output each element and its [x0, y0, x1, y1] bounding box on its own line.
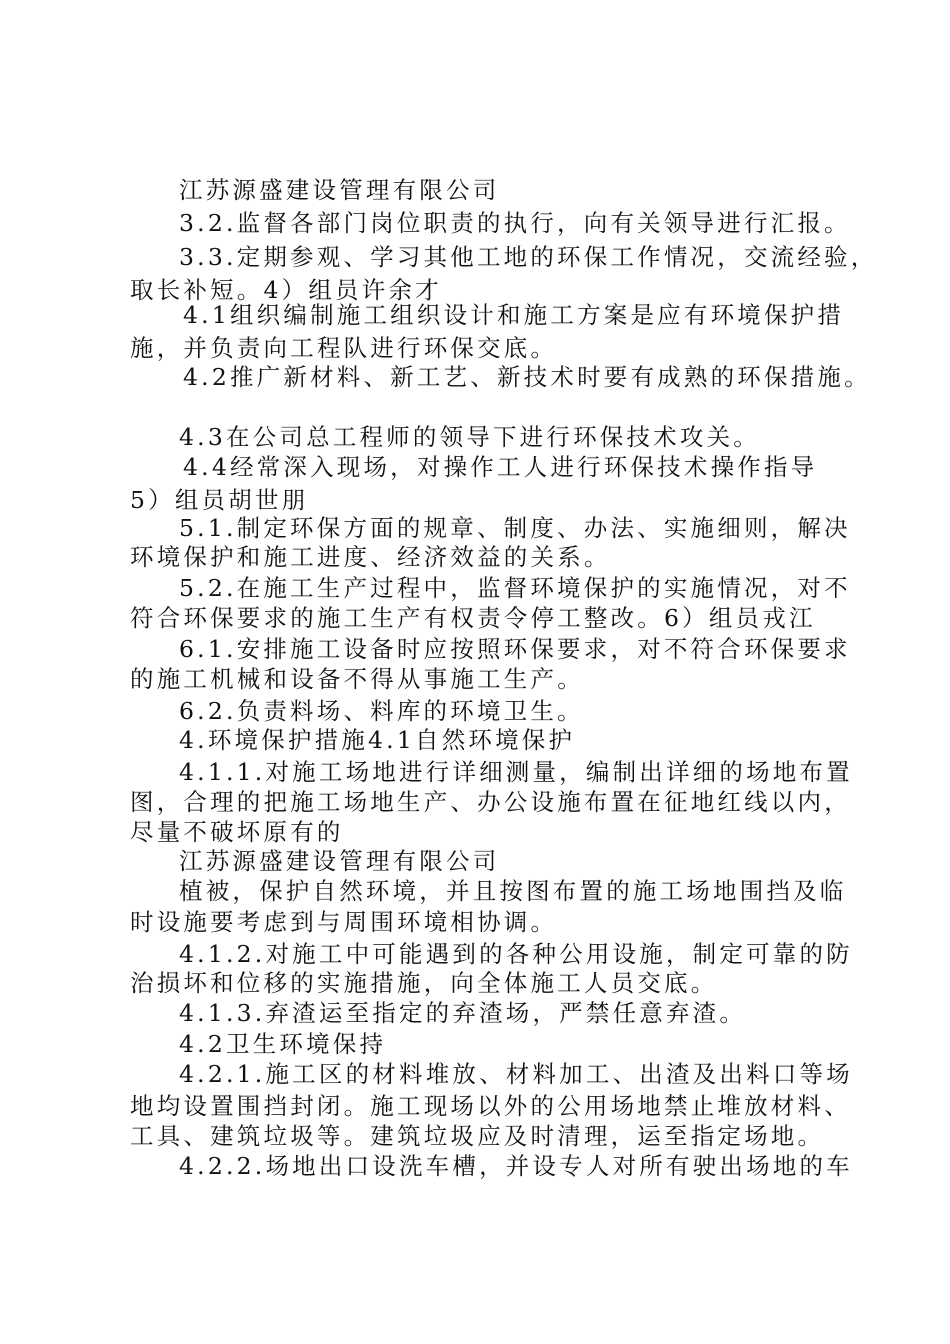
text-line: 5.1.制定环保方面的规章、制度、办法、实施细则，解决: [179, 514, 851, 542]
text-line: 治损坏和位移的实施措施，向全体施工人员交底。: [130, 969, 718, 997]
text-line: 4.1.1.对施工场地进行详细测量，编制出详细的场地布置: [179, 758, 853, 786]
text-line: 植被，保护自然环境，并且按图布置的施工场地围挡及临: [179, 877, 847, 905]
text-line: 符合环保要求的施工生产有权责令停工整改。6）组员戎江: [130, 604, 816, 632]
text-line: 4.2.2.场地出口设洗车槽，并设专人对所有驶出场地的车: [179, 1152, 853, 1180]
text-line: 地均设置围挡封闭。施工现场以外的公用场地禁止堆放材料、: [130, 1092, 851, 1120]
text-line: 尽量不破坏原有的: [130, 818, 344, 846]
text-line: 图，合理的把施工场地生产、办公设施布置在征地红线以内，: [130, 788, 851, 816]
text-line: 4.环境保护措施4.1自然环境保护: [179, 726, 576, 754]
text-line: 时设施要考虑到与周围环境相协调。: [130, 908, 558, 936]
text-line: 的施工机械和设备不得从事施工生产。: [130, 665, 584, 693]
text-line: 4.2卫生环境保持: [179, 1030, 387, 1058]
text-line: 4.3在公司总工程师的领导下进行环保技术攻关。: [179, 423, 760, 451]
text-line: 5）组员胡世朋: [130, 486, 309, 514]
text-line: 4.1组织编制施工组织设计和施工方案是应有环境保护措: [183, 301, 845, 329]
text-line: 取长补短。4）组员许余才: [130, 276, 442, 304]
text-line: 4.2.1.施工区的材料堆放、材料加工、出渣及出料口等场: [179, 1060, 853, 1088]
text-line: 4.2推广新材料、新工艺、新技术时要有成熟的环保措施。: [183, 363, 871, 391]
text-line: 4.1.3.弃渣运至指定的弃渣场，严禁任意弃渣。: [179, 999, 747, 1027]
company-header: 江苏源盛建设管理有限公司: [179, 847, 500, 875]
text-line: 3.2.监督各部门岗位职责的执行，向有关领导进行汇报。: [179, 209, 851, 237]
text-line: 6.2.负责料场、料库的环境卫生。: [179, 697, 584, 725]
text-line: 3.3.定期参观、学习其他工地的环保工作情况，交流经验，: [179, 243, 878, 271]
company-header: 江苏源盛建设管理有限公司: [179, 176, 500, 204]
text-line: 工具、建筑垃圾等。建筑垃圾应及时清理，运至指定场地。: [130, 1122, 825, 1150]
text-line: 4.1.2.对施工中可能遇到的各种公用设施，制定可靠的防: [179, 940, 853, 968]
text-line: 5.2.在施工生产过程中，监督环境保护的实施情况，对不: [179, 574, 851, 602]
text-line: 4.4经常深入现场，对操作工人进行环保技术操作指导: [183, 453, 818, 481]
text-line: 6.1.安排施工设备时应按照环保要求，对不符合环保要求: [179, 635, 851, 663]
text-line: 环境保护和施工进度、经济效益的关系。: [130, 543, 611, 571]
text-line: 施，并负责向工程队进行环保交底。: [130, 334, 558, 362]
